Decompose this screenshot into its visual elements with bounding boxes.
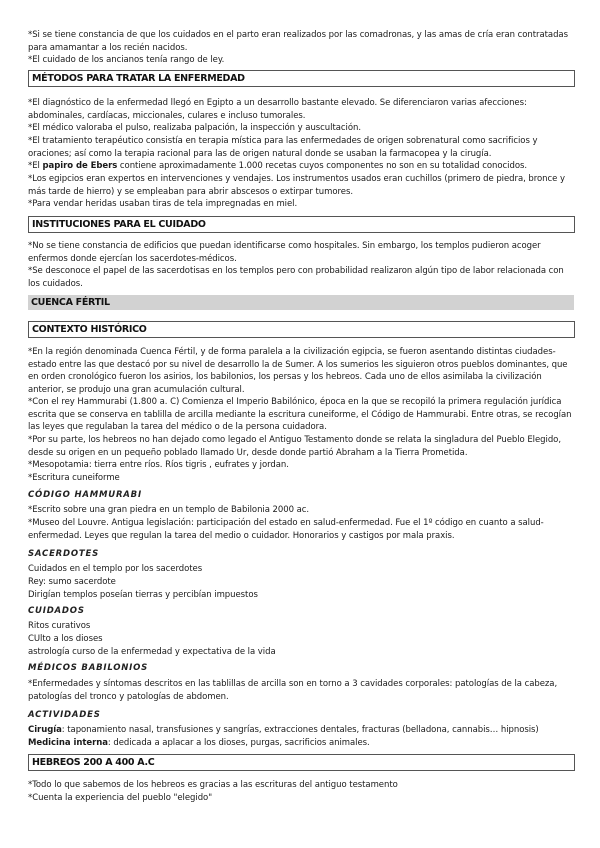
medicos-item-1: *Enfermedades y síntomas descritos en las tablillas de arcilla son en torno a 3 cavidades corporales: patologías de la cabeza, patologías del tronco y patologías de abdomen. (28, 679, 558, 702)
subheading-actividades: ACTIVIDADES (28, 710, 101, 720)
contexto-item-3: *Por su parte, los hebreos no han dejado como legado el Antiguo Testamento donde se relata la singladura del Pueblo Elegido, desde su origen en un pequeño poblado llamado Ur, desde donde partió Abraham a la Tierra Prometida. (28, 435, 561, 458)
codigo-item-1: *Escrito sobre una gran piedra en un templo de Babilonia 2000 ac. (28, 505, 310, 515)
cirugia-label: Cirugía (28, 725, 62, 735)
contexto-item-5: *Escritura cuneiforme (28, 473, 120, 483)
subheading-codigo: CÓDIGO HAMMURABI (28, 490, 142, 500)
cuidados-item-3: astrología curso de la enfermedad y expectativa de la vida (28, 647, 276, 657)
cirugia-text: : taponamiento nasal, transfusiones y sangrías, extracciones dentales, fracturas (belladona, cannabis… hipnosis) (61, 725, 539, 735)
metodos-item-1: *El diagnóstico de la enfermedad llegó en Egipto a un desarrollo bastante elevado. Se diferenciaron varias afecciones: abdominales, cardíacas, miccionales, culares e incluso tumorales. (28, 98, 527, 121)
metodos-item-2: *El médico valoraba el pulso, realizaba palpación, la inspección y auscultación. (28, 123, 361, 133)
section-heading-instituciones: INSTITUCIONES PARA EL CUIDADO (28, 216, 575, 233)
section-heading-cuenca: CUENCA FÉRTIL (28, 295, 574, 310)
section-heading-contexto: CONTEXTO HISTÓRICO (28, 321, 575, 338)
instituciones-item-2: *Se desconoce el papel de las sacerdotisas en los templos pero con probabilidad realizaron algún tipo de labor relacionada con los cuidados. (28, 266, 564, 289)
hebreos-item-2: *Cuenta la experiencia del pueblo "elegido" (28, 793, 213, 803)
ebers-prefix: *El (28, 161, 43, 171)
actividades-cirugia (28, 724, 576, 737)
section-heading-hebreos: HEBREOS 200 A 400 A.C (28, 754, 575, 771)
intro-paragraph-1: *Si se tiene constancia de que los cuidados en el parto eran realizados por las comadronas, y las amas de cría eran contratadas para amamantar a los recién nacidos. (28, 30, 568, 53)
medicina-text: : dedicada a aplacar a los dioses, purgas, sacrificios animales. (107, 738, 370, 748)
codigo-item-2: *Museo del Louvre. Antigua legislación: participación del estado en salud-enfermedad. Fue el 1º código en cuanto a salud-enfermedad. Leyes que regulan la tarea del medio o cuidador. Honorarios y castigos por mala praxis. (28, 518, 544, 541)
medicina-label: Medicina interna (28, 738, 108, 748)
subheading-sacerdotes: SACERDOTES (28, 549, 100, 559)
subheading-medicos: MÉDICOS BABILONIOS (28, 663, 149, 673)
sacerdotes-item-1: Cuidados en el templo por los sacerdotes (28, 564, 203, 574)
contexto-item-1: *En la región denominada Cuenca Fértil, y de forma paralela a la civilización egipcia, se fueron asentando distintas ciudades-estado entre las que destacó por su nivel de desarrollo la de Sumer. A los sumerios les siguieron otros pueblos dominantes, que en orden cronológico fueron los asirios, los babilonios, los persas y los hebreos. Cada uno de ellos asimilaba la civilización anterior, se produjo una gran acumulación cultural. (28, 347, 568, 395)
hebreos-item-1: *Todo lo que sabemos de los hebreos es gracias a las escrituras del antiguo testamento (28, 780, 398, 790)
intro-paragraph-2: *El cuidado de los ancianos tenía rango de ley. (28, 55, 225, 65)
ebers-rest: contiene aproximadamente 1.000 recetas cuyos componentes no son en su totalidad conocidos. (117, 161, 528, 171)
contexto-item-2: *Con el rey Hammurabi (1.800 a. C) Comienza el Imperio Babilónico, época en la que se recopiló la primera regulación jurídica escrita que se conserva en tablilla de arcilla mediante la escritura cuneiforme, el Código de Hammurabi. Entre otras, se recogían las leyes que regulaban la tarea del médico o de la persona cuidadora. (28, 397, 572, 433)
cuidados-item-1: Ritos curativos (28, 621, 91, 631)
actividades-medicina (28, 737, 576, 750)
subheading-cuidados: CUIDADOS (28, 606, 85, 616)
sacerdotes-item-2: Rey: sumo sacerdote (28, 577, 116, 587)
sacerdotes-item-3: Dirigían templos poseían tierras y percibían impuestos (28, 590, 258, 600)
metodos-item-6: *Para vendar heridas usaban tiras de tela impregnadas en miel. (28, 199, 298, 209)
metodos-item-5: *Los egipcios eran expertos en intervenciones y vendajes. Los instrumentos usados eran cuchillos (primero de piedra, bronce y más tarde de hierro) y se empleaban para abrir abscesos o extirpar tumores. (28, 174, 565, 197)
section-heading-metodos: MÉTODOS PARA TRATAR LA ENFERMEDAD (28, 70, 575, 87)
instituciones-item-1: *No se tiene constancia de edificios que puedan identificarse como hospitales. Sin embargo, los templos pudieron acoger enfermos donde ejercían los sacerdotes-médicos. (28, 241, 541, 264)
cuidados-item-2: CUlto a los dioses (28, 634, 103, 644)
metodos-item-ebers (28, 160, 576, 173)
metodos-item-3: *El tratamiento terapéutico consistía en terapia mística para las enfermedades de origen sobrenatural como sacrificios y oraciones; así como la terapia racional para las de origen natural donde se usaban la farmacopea y la cirugía. (28, 136, 538, 159)
contexto-item-4: *Mesopotamia: tierra entre ríos. Ríos tigris , eufrates y jordan. (28, 460, 289, 470)
ebers-bold: papiro de Ebers (42, 161, 118, 171)
